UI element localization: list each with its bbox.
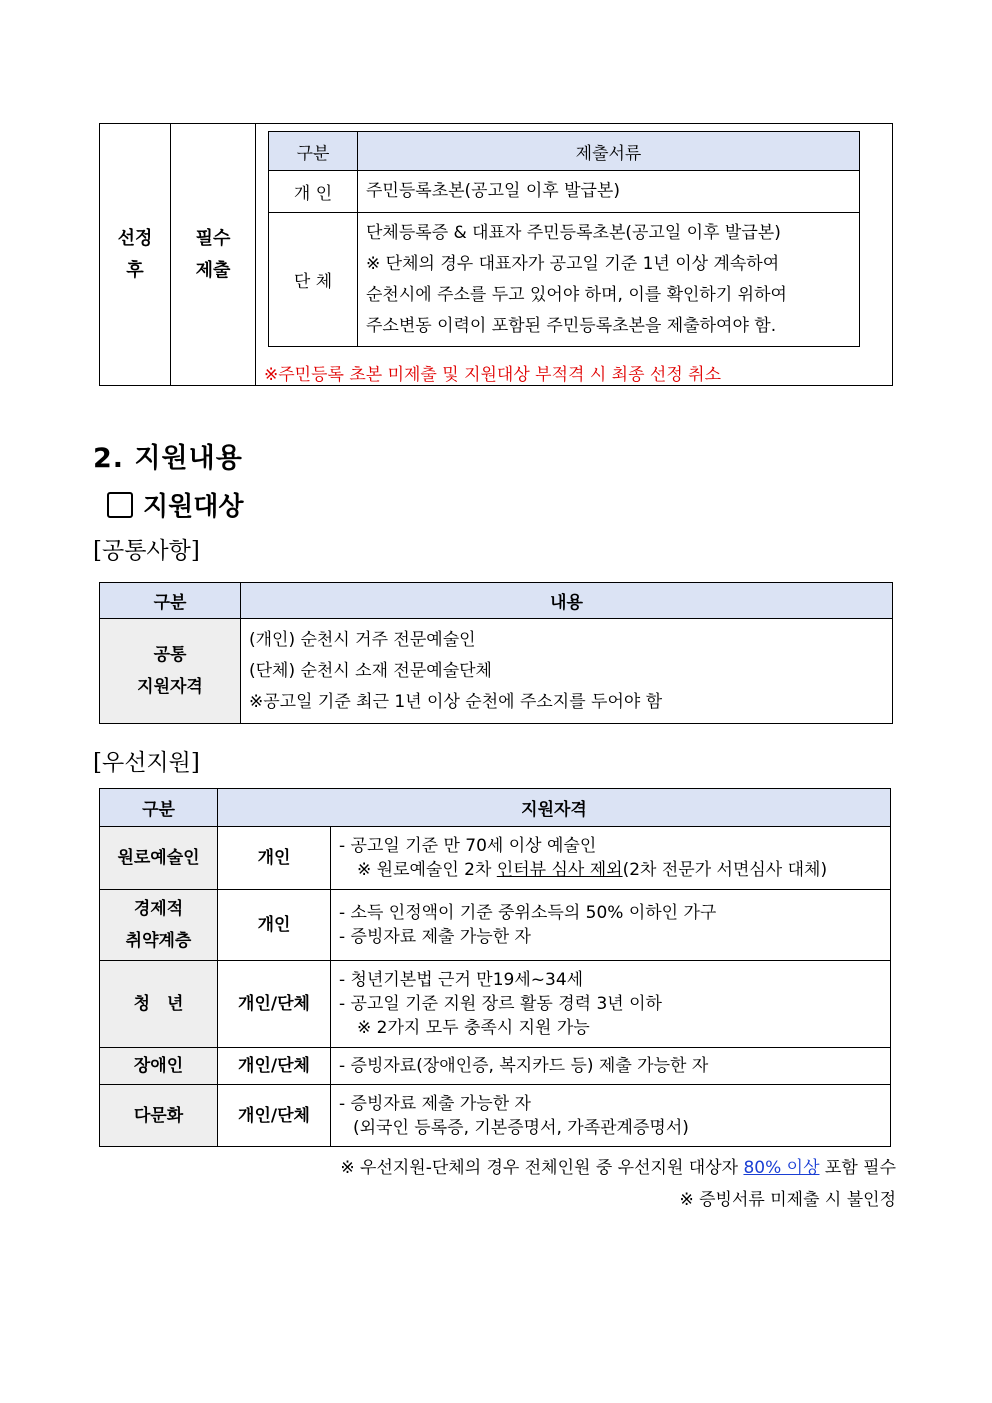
- priority-heading: [우선지원]: [93, 750, 200, 776]
- submission-table: [99, 123, 893, 386]
- common-content: (개인) 순천시 거주 전문예술인 (단체) 순천시 소재 전문예술단체 ※공고일 기준 최근 1년 이상 순천에 주소지를 두어야 함: [241, 619, 893, 724]
- row-individual-docs: 주민등록초본(공고일 이후 발급본): [358, 171, 860, 213]
- priority-note-2: ※ 증빙서류 미제출 시 불인정: [679, 1190, 896, 1210]
- warning-text: ※주민등록 초본 미제출 및 지원대상 부적격 시 최종 선정 취소: [264, 365, 722, 385]
- row-individual-kind: 개 인: [269, 171, 358, 213]
- common-header-kind: 구분: [100, 583, 241, 619]
- priority-header-kind: 구분: [100, 789, 218, 827]
- documents-inner-table: [268, 131, 860, 347]
- common-heading: [공통사항]: [93, 538, 200, 564]
- common-table: [99, 582, 893, 724]
- common-label: 공통 지원자격: [100, 619, 241, 724]
- row-group-docs: 단체등록증 & 대표자 주민등록초본(공고일 이후 발급본) ※ 단체의 경우 대표자가 공고일 기준 1년 이상 계속하여 순천시에 주소를 두고 있어야 하며, 이를 확인하기 위하여 주소변동 이력이 포함된 주민등록초본을 제출하여야 함.: [358, 213, 860, 347]
- phase-cell: 선정 후: [100, 124, 171, 386]
- priority-note-1: ※ 우선지원-단체의 경우 전체인원 중 우선지원 대상자 80% 이상 포함 필수: [340, 1158, 896, 1178]
- table-row: 청 년 개인/단체 - 청년기본법 근거 만19세~34세 - 공고일 기준 지원 장르 활동 경력 3년 이하 ※ 2가지 모두 충족시 지원 가능: [100, 961, 891, 1048]
- priority-table: [99, 788, 891, 1147]
- required-cell: 필수 제출: [171, 124, 256, 386]
- inner-header-kind: 구분: [269, 132, 358, 171]
- common-header-content: 내용: [241, 583, 893, 619]
- table-row: 장애인 개인/단체 - 증빙자료(장애인증, 복지카드 등) 제출 가능한 자: [100, 1048, 891, 1085]
- subsection-title: 지원대상: [107, 486, 243, 523]
- section-title: 2. 지원내용: [93, 443, 243, 474]
- table-row: 원로예술인 개인 - 공고일 기준 만 70세 이상 예술인 ※ 원로예술인 2차 인터뷰 심사 제외(2차 전문가 서면심사 대체): [100, 827, 891, 890]
- table-row: 경제적 취약계층 개인 - 소득 인정액이 기준 중위소득의 50% 이하인 가구 - 증빙자료 제출 가능한 자: [100, 890, 891, 961]
- documents-cell: [256, 124, 893, 386]
- checkbox-square-icon: [107, 492, 133, 518]
- row-group-kind: 단 체: [269, 213, 358, 347]
- priority-header-qual: 지원자격: [218, 789, 891, 827]
- table-row: 다문화 개인/단체 - 증빙자료 제출 가능한 자 (외국인 등록증, 기본증명서, 가족관계증명서): [100, 1085, 891, 1147]
- inner-header-docs: 제출서류: [358, 132, 860, 171]
